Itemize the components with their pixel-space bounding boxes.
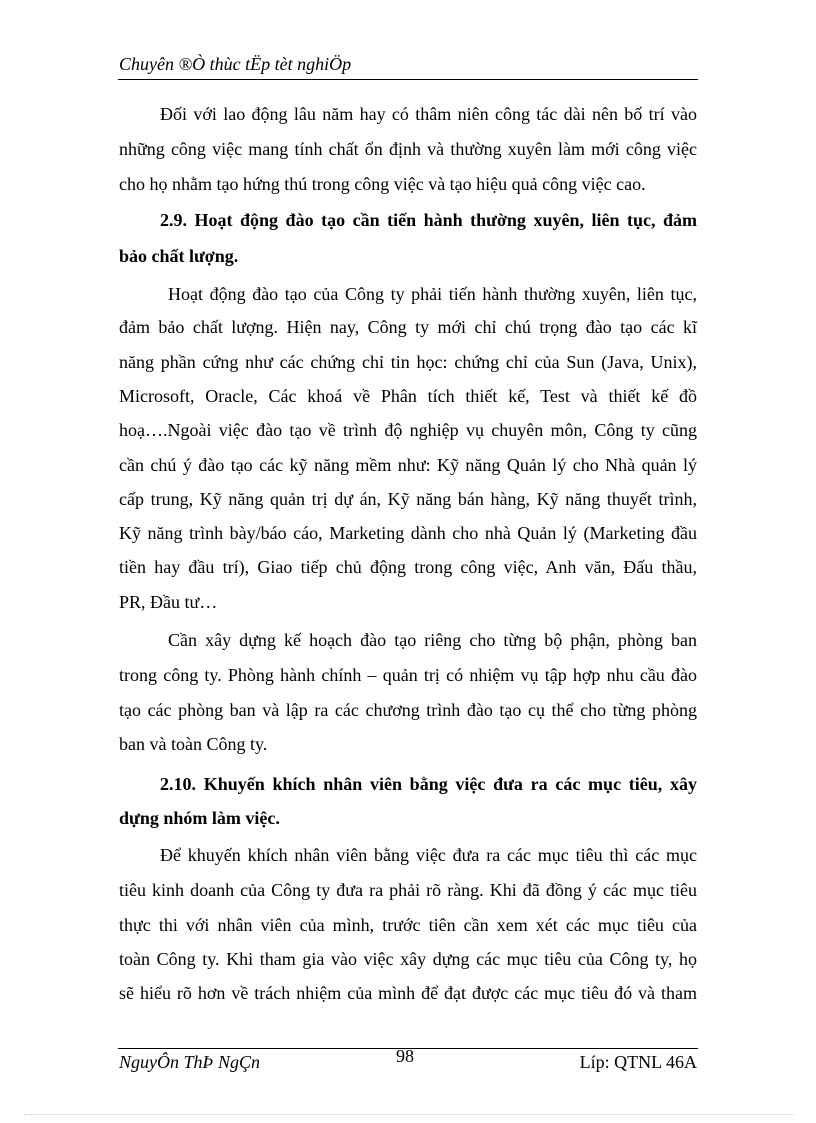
paragraph-2-line: Kỹ năng trình bày/báo cáo, Marketing dành cho nhà Quản lý (Marketing đầu [119,523,697,543]
paragraph-2-line: cần chú ý đào tạo các kỹ năng mềm như: Kỹ năng Quản lý cho Nhà quản lý [119,455,697,475]
paragraph-4-line: thực thi với nhân viên của mình, trước tiên cần xem xét các mục tiêu của [119,915,697,935]
running-header: Chuyên ®Ò thùc tËp tèt nghiÖp [119,54,352,74]
paragraph-2-line: PR, Đầu tư… [119,592,218,612]
footer-author: NguyÔn ThÞ NgÇn [119,1052,261,1072]
paragraph-3-line: trong công ty. Phòng hành chính – quản trị có nhiệm vụ tập hợp nhu cầu đào [119,665,697,685]
paragraph-1-line: cho họ nhằm tạo hứng thú trong công việc và tạo hiệu quả công việc cao. [119,174,646,194]
paragraph-1-line: Đối với lao động lâu năm hay có thâm niên công tác dài nên bố trí vào [160,104,697,124]
section-heading-2-10: 2.10. Khuyến khích nhân viên bằng việc đưa ra các mục tiêu, xây [160,774,697,794]
paragraph-2-line: năng phần cứng như các chứng chỉ tin học: chứng chỉ của Sun (Java, Unix), [119,352,697,372]
header-rule [118,79,698,80]
section-heading-2-10: dựng nhóm làm việc. [119,808,280,828]
footer-class: Líp: QTNL 46A [579,1052,697,1072]
paragraph-3-line: tạo các phòng ban và lập ra các chương trình đào tạo cụ thể cho từng phòng [119,700,697,720]
paragraph-3-line: Cần xây dựng kế hoạch đào tạo riêng cho từng bộ phận, phòng ban [168,630,697,650]
section-heading-2-9: 2.9. Hoạt động đào tạo cần tiến hành thường xuyên, liên tục, đảm [160,210,697,230]
paragraph-2-line: tiền hay đầu trí), Giao tiếp chủ động trong công việc, Anh văn, Đấu thầu, [119,557,697,577]
paragraph-2-line: cấp trung, Kỹ năng quản trị dự án, Kỹ năng bán hàng, Kỹ năng thuyết trình, [119,489,697,509]
page-edge-divider [24,1114,794,1115]
section-heading-2-9: bảo chất lượng. [119,246,239,266]
paragraph-2-line: đảm bảo chất lượng. Hiện nay, Công ty mới chỉ chú trọng đào tạo các kĩ [119,317,697,337]
paragraph-1-line: những công việc mang tính chất ổn định và thường xuyên làm mới công việc [119,139,697,159]
paragraph-3-line: ban và toàn Công ty. [119,734,268,754]
paragraph-4-line: Để khuyến khích nhân viên bằng việc đưa ra các mục tiêu thì các mục [160,845,697,865]
paragraph-4-line: tiêu kinh doanh của Công ty đưa ra phải rõ ràng. Khi đã đồng ý các mục tiêu [119,880,697,900]
paragraph-4-line: sẽ hiểu rõ hơn về trách nhiệm của mình để đạt được các mục tiêu đó và tham [119,983,697,1003]
paragraph-2-line: hoạ….Ngoài việc đào tạo về trình độ nghiệp vụ chuyên môn, Công ty cũng [119,420,697,440]
paragraph-2-line: Hoạt động đào tạo của Công ty phải tiến hành thường xuyên, liên tục, [168,284,697,304]
paragraph-4-line: toàn Công ty. Khi tham gia vào việc xây dựng các mục tiêu của Công ty, họ [119,949,697,969]
paragraph-2-line: Microsoft, Oracle, Các khoá về Phân tích thiết kế, Test và thiết kế đồ [119,386,697,406]
page-number: 98 [396,1046,414,1066]
